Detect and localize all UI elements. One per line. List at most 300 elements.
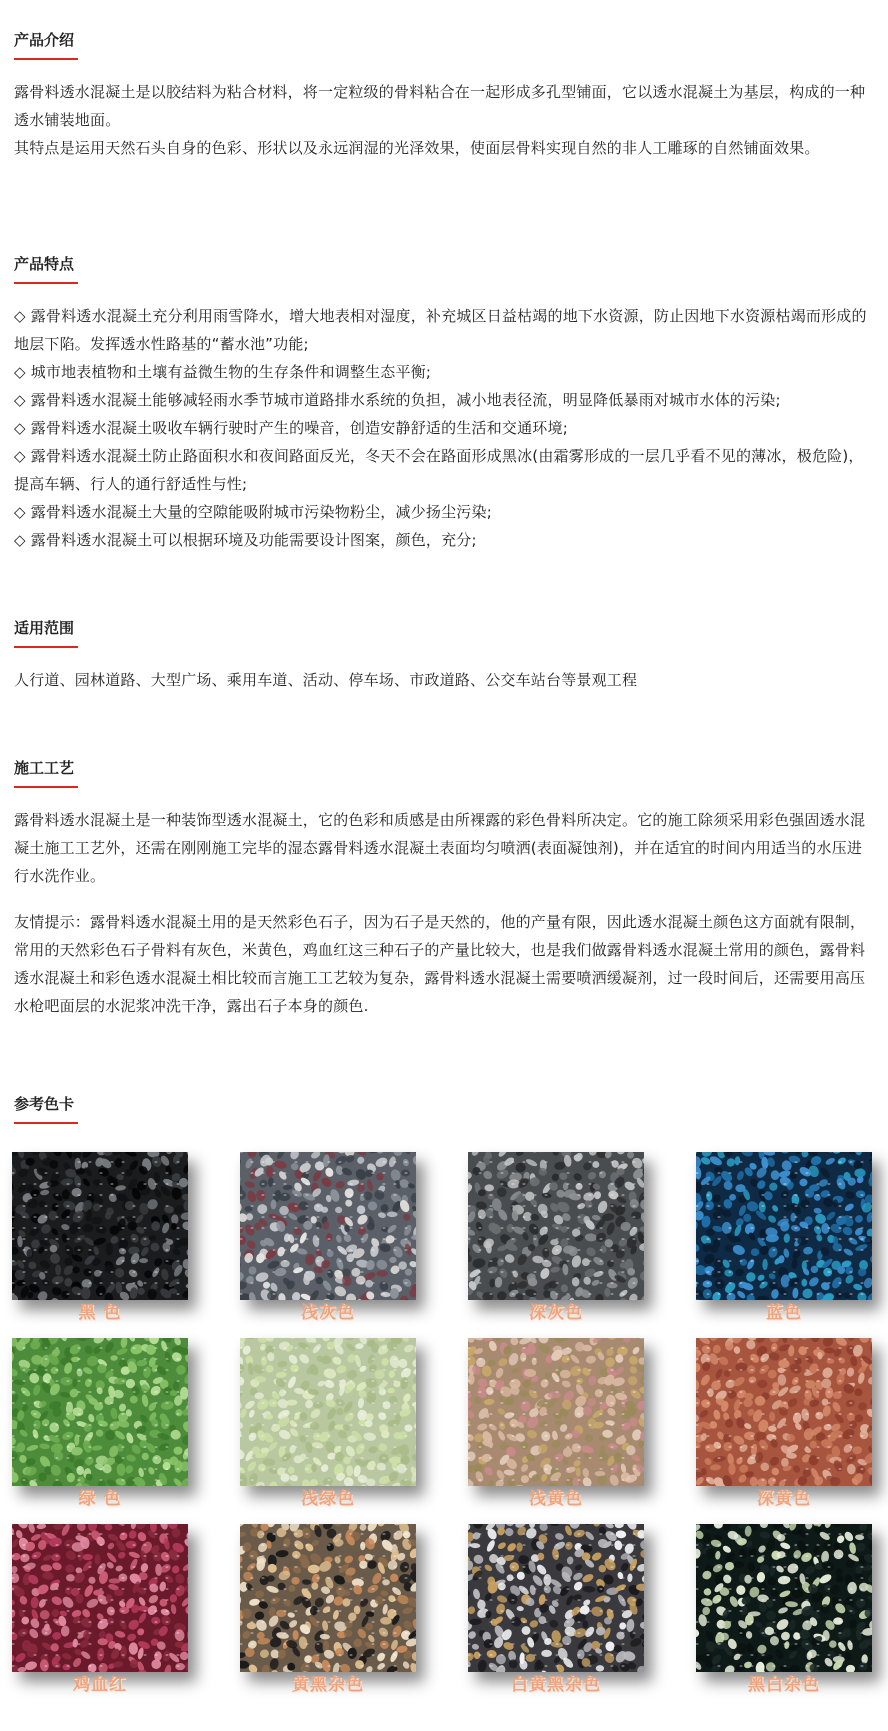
stone-highlight (750, 1621, 753, 1623)
stone-highlight (382, 1654, 385, 1656)
stone-highlight (706, 1238, 709, 1240)
stone-highlight (305, 1238, 308, 1240)
stone-highlight (283, 1260, 286, 1262)
stone-highlight (154, 1347, 157, 1349)
stone-highlight (728, 1610, 731, 1612)
stone-highlight (849, 1446, 852, 1448)
stone-highlight (55, 1282, 58, 1284)
stone-highlight (511, 1566, 514, 1568)
stone-highlight (794, 1227, 797, 1229)
stone-highlight (283, 1194, 286, 1196)
stone-highlight (294, 1544, 297, 1546)
stone-highlight (783, 1194, 786, 1196)
stone-highlight (338, 1446, 341, 1448)
stone-highlight (750, 1457, 753, 1459)
stone-highlight (66, 1544, 69, 1546)
stone-highlight (33, 1402, 36, 1404)
stone-highlight (338, 1588, 341, 1590)
stone-highlight (393, 1238, 396, 1240)
stone-highlight (305, 1457, 308, 1459)
stone-highlight (706, 1358, 709, 1360)
stone-highlight (522, 1293, 525, 1295)
stone-highlight (783, 1402, 786, 1404)
stone-highlight (165, 1249, 168, 1251)
stone-highlight (750, 1358, 753, 1360)
stone-highlight (478, 1238, 481, 1240)
stone-highlight (88, 1161, 91, 1163)
stone-highlight (99, 1194, 102, 1196)
stone-highlight (360, 1424, 363, 1426)
stone-highlight (165, 1577, 168, 1579)
stone-highlight (577, 1369, 580, 1371)
swatch-caption: 浅灰色 (301, 1303, 355, 1323)
stone-highlight (838, 1161, 841, 1163)
stone-highlight (478, 1599, 481, 1601)
stone-highlight (165, 1183, 168, 1185)
stone-highlight (66, 1610, 69, 1612)
stone-highlight (533, 1293, 536, 1295)
stone-highlight (805, 1380, 808, 1382)
stone-highlight (544, 1227, 547, 1229)
stone-highlight (555, 1457, 558, 1459)
stone-highlight (588, 1544, 591, 1546)
swatch-image (12, 1524, 188, 1672)
stone-highlight (860, 1227, 863, 1229)
stone-highlight (99, 1205, 102, 1207)
stone-highlight (827, 1227, 830, 1229)
stone-highlight (393, 1588, 396, 1590)
stone-highlight (349, 1260, 352, 1262)
stone-highlight (588, 1610, 591, 1612)
stone-highlight (794, 1643, 797, 1645)
stone-highlight (272, 1194, 275, 1196)
stone-highlight (849, 1424, 852, 1426)
stone-highlight (33, 1555, 36, 1557)
stone-highlight (533, 1654, 536, 1656)
stone-highlight (176, 1632, 179, 1634)
stone-highlight (77, 1588, 80, 1590)
stone-highlight (305, 1161, 308, 1163)
stone-highlight (250, 1566, 253, 1568)
stone-highlight (132, 1391, 135, 1393)
stone-highlight (511, 1599, 514, 1601)
stone-highlight (99, 1599, 102, 1601)
stone-highlight (805, 1260, 808, 1262)
stone-highlight (338, 1654, 341, 1656)
stone-highlight (88, 1632, 91, 1634)
stone-highlight (55, 1216, 58, 1218)
stone-highlight (588, 1183, 591, 1185)
stone-highlight (327, 1610, 330, 1612)
stone-highlight (338, 1555, 341, 1557)
stone-highlight (849, 1347, 852, 1349)
stone-highlight (717, 1457, 720, 1459)
stone-highlight (132, 1271, 135, 1273)
stone-highlight (489, 1665, 492, 1667)
stone-texture (696, 1524, 872, 1672)
stone-highlight (22, 1216, 25, 1218)
stone-highlight (717, 1282, 720, 1284)
stone-highlight (88, 1424, 91, 1426)
stone-highlight (393, 1599, 396, 1601)
stone-highlight (132, 1544, 135, 1546)
stone-highlight (261, 1621, 264, 1623)
stone-highlight (22, 1249, 25, 1251)
stone-highlight (22, 1271, 25, 1273)
stone-highlight (706, 1282, 709, 1284)
stone-highlight (88, 1566, 91, 1568)
stone-highlight (621, 1194, 624, 1196)
stone-highlight (816, 1446, 819, 1448)
stone-highlight (316, 1205, 319, 1207)
stone-highlight (739, 1555, 742, 1557)
stone-highlight (555, 1665, 558, 1667)
stone-highlight (382, 1457, 385, 1459)
stone-highlight (610, 1205, 613, 1207)
swatch-image (468, 1338, 644, 1486)
swatch-caption: 黑 色 (78, 1303, 122, 1323)
stone-highlight (478, 1479, 481, 1481)
stone-highlight (55, 1588, 58, 1590)
stone-highlight (382, 1632, 385, 1634)
stone-highlight (555, 1380, 558, 1382)
stone-highlight (599, 1282, 602, 1284)
stone-highlight (55, 1621, 58, 1623)
stone-highlight (849, 1643, 852, 1645)
stone-highlight (555, 1249, 558, 1251)
stone-highlight (382, 1172, 385, 1174)
stone-highlight (728, 1391, 731, 1393)
stone-highlight (272, 1468, 275, 1470)
stone-highlight (511, 1424, 514, 1426)
stone-highlight (599, 1249, 602, 1251)
stone-highlight (283, 1599, 286, 1601)
stone-highlight (99, 1271, 102, 1273)
stone-highlight (165, 1566, 168, 1568)
stone-highlight (544, 1621, 547, 1623)
stone-highlight (404, 1468, 407, 1470)
stone-highlight (478, 1610, 481, 1612)
stone-highlight (272, 1249, 275, 1251)
stone-highlight (838, 1282, 841, 1284)
stone-highlight (165, 1391, 168, 1393)
stone-highlight (511, 1271, 514, 1273)
stone-highlight (349, 1599, 352, 1601)
section-process (14, 758, 874, 1020)
stone-highlight (706, 1599, 709, 1601)
stone-highlight (77, 1227, 80, 1229)
stone-highlight (99, 1413, 102, 1415)
stone-highlight (382, 1282, 385, 1284)
stone-highlight (728, 1621, 731, 1623)
stone-highlight (544, 1435, 547, 1437)
stone-highlight (77, 1632, 80, 1634)
stone-highlight (55, 1654, 58, 1656)
stone-highlight (783, 1183, 786, 1185)
stone-highlight (772, 1665, 775, 1667)
stone-highlight (816, 1457, 819, 1459)
stone-highlight (143, 1544, 146, 1546)
stone-highlight (827, 1391, 830, 1393)
stone-highlight (165, 1238, 168, 1240)
stone-highlight (360, 1282, 363, 1284)
stone-highlight (588, 1632, 591, 1634)
stone-highlight (489, 1194, 492, 1196)
stone-highlight (327, 1621, 330, 1623)
stone-highlight (250, 1227, 253, 1229)
stone-highlight (566, 1183, 569, 1185)
stone-highlight (88, 1391, 91, 1393)
stone-highlight (33, 1413, 36, 1415)
section-title-process: 施工工艺 (14, 758, 874, 788)
stone-highlight (88, 1282, 91, 1284)
stone-highlight (261, 1216, 264, 1218)
stone-highlight (272, 1172, 275, 1174)
stone-highlight (621, 1271, 624, 1273)
stone-highlight (338, 1566, 341, 1568)
stone (64, 1278, 72, 1287)
stone-highlight (33, 1249, 36, 1251)
stone-highlight (99, 1654, 102, 1656)
stone-highlight (489, 1271, 492, 1273)
stone-highlight (566, 1665, 569, 1667)
stone-highlight (632, 1161, 635, 1163)
stone-highlight (577, 1194, 580, 1196)
stone-highlight (838, 1183, 841, 1185)
stone-highlight (478, 1654, 481, 1656)
stone-highlight (77, 1358, 80, 1360)
stone-highlight (371, 1468, 374, 1470)
stone-highlight (66, 1402, 69, 1404)
stone-highlight (176, 1293, 179, 1295)
stone-highlight (610, 1249, 613, 1251)
stone-highlight (77, 1238, 80, 1240)
stone-highlight (154, 1577, 157, 1579)
stone-highlight (772, 1435, 775, 1437)
stone-highlight (121, 1533, 124, 1535)
stone-highlight (22, 1402, 25, 1404)
stone-highlight (816, 1391, 819, 1393)
stone-highlight (305, 1665, 308, 1667)
stone-highlight (827, 1282, 830, 1284)
stone-highlight (66, 1380, 69, 1382)
stone-highlight (132, 1205, 135, 1207)
stone-highlight (261, 1369, 264, 1371)
stone-highlight (805, 1369, 808, 1371)
stone-highlight (728, 1293, 731, 1295)
stone-highlight (849, 1610, 852, 1612)
stone-highlight (577, 1446, 580, 1448)
stone-highlight (261, 1194, 264, 1196)
stone-highlight (294, 1161, 297, 1163)
stone-texture (240, 1338, 416, 1486)
stone-highlight (371, 1555, 374, 1557)
stone-highlight (706, 1402, 709, 1404)
stone-highlight (827, 1566, 830, 1568)
stone-texture (696, 1152, 872, 1300)
stone-highlight (22, 1380, 25, 1382)
stone-highlight (599, 1588, 602, 1590)
stone-highlight (577, 1457, 580, 1459)
stone-highlight (305, 1621, 308, 1623)
stone-highlight (349, 1227, 352, 1229)
stone-highlight (816, 1413, 819, 1415)
stone-highlight (783, 1424, 786, 1426)
stone-highlight (176, 1238, 179, 1240)
stone-highlight (511, 1161, 514, 1163)
stone-highlight (728, 1282, 731, 1284)
stone-highlight (750, 1654, 753, 1656)
stone-highlight (44, 1347, 47, 1349)
stone-highlight (717, 1216, 720, 1218)
stone-highlight (88, 1380, 91, 1382)
stone-highlight (706, 1183, 709, 1185)
stone-highlight (728, 1227, 731, 1229)
stone-highlight (393, 1347, 396, 1349)
stone-highlight (849, 1457, 852, 1459)
stone-highlight (588, 1654, 591, 1656)
stone-highlight (489, 1413, 492, 1415)
stone-highlight (632, 1555, 635, 1557)
stone-highlight (250, 1643, 253, 1645)
stone-highlight (717, 1544, 720, 1546)
stone-highlight (706, 1446, 709, 1448)
stone-highlight (794, 1369, 797, 1371)
stone-highlight (22, 1260, 25, 1262)
stone-highlight (110, 1621, 113, 1623)
stone-highlight (121, 1413, 124, 1415)
stone-highlight (382, 1380, 385, 1382)
stone-highlight (371, 1282, 374, 1284)
swatch-image (696, 1338, 872, 1486)
stone-highlight (772, 1424, 775, 1426)
stone-highlight (860, 1665, 863, 1667)
stone-highlight (860, 1282, 863, 1284)
stone-highlight (261, 1599, 264, 1601)
stone-highlight (165, 1654, 168, 1656)
stone-highlight (739, 1446, 742, 1448)
stone-highlight (522, 1533, 525, 1535)
section-title-scope: 适用范围 (14, 618, 874, 648)
stone-highlight (349, 1457, 352, 1459)
stone-highlight (511, 1643, 514, 1645)
stone-highlight (305, 1588, 308, 1590)
stone-highlight (500, 1588, 503, 1590)
stone-highlight (750, 1435, 753, 1437)
stone-highlight (338, 1260, 341, 1262)
stone-highlight (393, 1413, 396, 1415)
stone-highlight (511, 1380, 514, 1382)
stone-highlight (88, 1194, 91, 1196)
stone-highlight (522, 1161, 525, 1163)
swatch-image (696, 1524, 872, 1672)
stone-highlight (522, 1544, 525, 1546)
stone-highlight (621, 1632, 624, 1634)
stone-highlight (772, 1282, 775, 1284)
stone-highlight (783, 1216, 786, 1218)
features-list (14, 302, 874, 554)
stone-highlight (566, 1227, 569, 1229)
stone-highlight (783, 1369, 786, 1371)
stone-highlight (794, 1216, 797, 1218)
stone-highlight (621, 1293, 624, 1295)
stone-highlight (805, 1533, 808, 1535)
stone-texture (12, 1524, 188, 1672)
stone-highlight (121, 1654, 124, 1656)
stone-highlight (610, 1161, 613, 1163)
swatch-image (468, 1152, 644, 1300)
stone-highlight (849, 1402, 852, 1404)
stone-highlight (544, 1588, 547, 1590)
stone-highlight (478, 1249, 481, 1251)
stone-highlight (533, 1205, 536, 1207)
stone-highlight (816, 1227, 819, 1229)
stone-highlight (393, 1161, 396, 1163)
swatch-image (12, 1152, 188, 1300)
stone-highlight (338, 1227, 341, 1229)
stone-highlight (599, 1643, 602, 1645)
stone-highlight (728, 1588, 731, 1590)
stone-highlight (110, 1599, 113, 1601)
stone-highlight (154, 1468, 157, 1470)
stone-highlight (478, 1172, 481, 1174)
stone-highlight (272, 1391, 275, 1393)
stone-highlight (110, 1183, 113, 1185)
stone-highlight (489, 1216, 492, 1218)
stone-highlight (838, 1643, 841, 1645)
stone-highlight (22, 1555, 25, 1557)
stone-highlight (99, 1588, 102, 1590)
stone-highlight (393, 1566, 396, 1568)
stone-highlight (176, 1413, 179, 1415)
stone-highlight (121, 1161, 124, 1163)
stone-highlight (816, 1194, 819, 1196)
stone-highlight (132, 1282, 135, 1284)
color-card-blue (696, 1152, 872, 1328)
stone-highlight (143, 1588, 146, 1590)
stone-highlight (66, 1205, 69, 1207)
section-scope (14, 618, 874, 694)
stone-highlight (283, 1380, 286, 1382)
stone-highlight (783, 1566, 786, 1568)
stone-highlight (794, 1238, 797, 1240)
stone-highlight (316, 1402, 319, 1404)
stone-highlight (566, 1172, 569, 1174)
stone-highlight (404, 1282, 407, 1284)
stone-highlight (555, 1599, 558, 1601)
stone-highlight (761, 1205, 764, 1207)
stone (81, 1287, 90, 1300)
stone-highlight (176, 1468, 179, 1470)
stone-highlight (165, 1599, 168, 1601)
stone-highlight (621, 1533, 624, 1535)
stone-highlight (283, 1457, 286, 1459)
stone-highlight (99, 1293, 102, 1295)
stone-highlight (588, 1194, 591, 1196)
section-title-intro: 产品介绍 (14, 30, 874, 60)
stone-highlight (327, 1479, 330, 1481)
stone-highlight (55, 1435, 58, 1437)
stone (62, 1189, 70, 1199)
stone-highlight (610, 1347, 613, 1349)
stone-highlight (772, 1588, 775, 1590)
stone-highlight (588, 1369, 591, 1371)
stone-highlight (728, 1172, 731, 1174)
stone-highlight (739, 1654, 742, 1656)
stone-highlight (621, 1238, 624, 1240)
stone-highlight (393, 1610, 396, 1612)
swatch-caption: 白黄黑杂色 (511, 1675, 601, 1695)
